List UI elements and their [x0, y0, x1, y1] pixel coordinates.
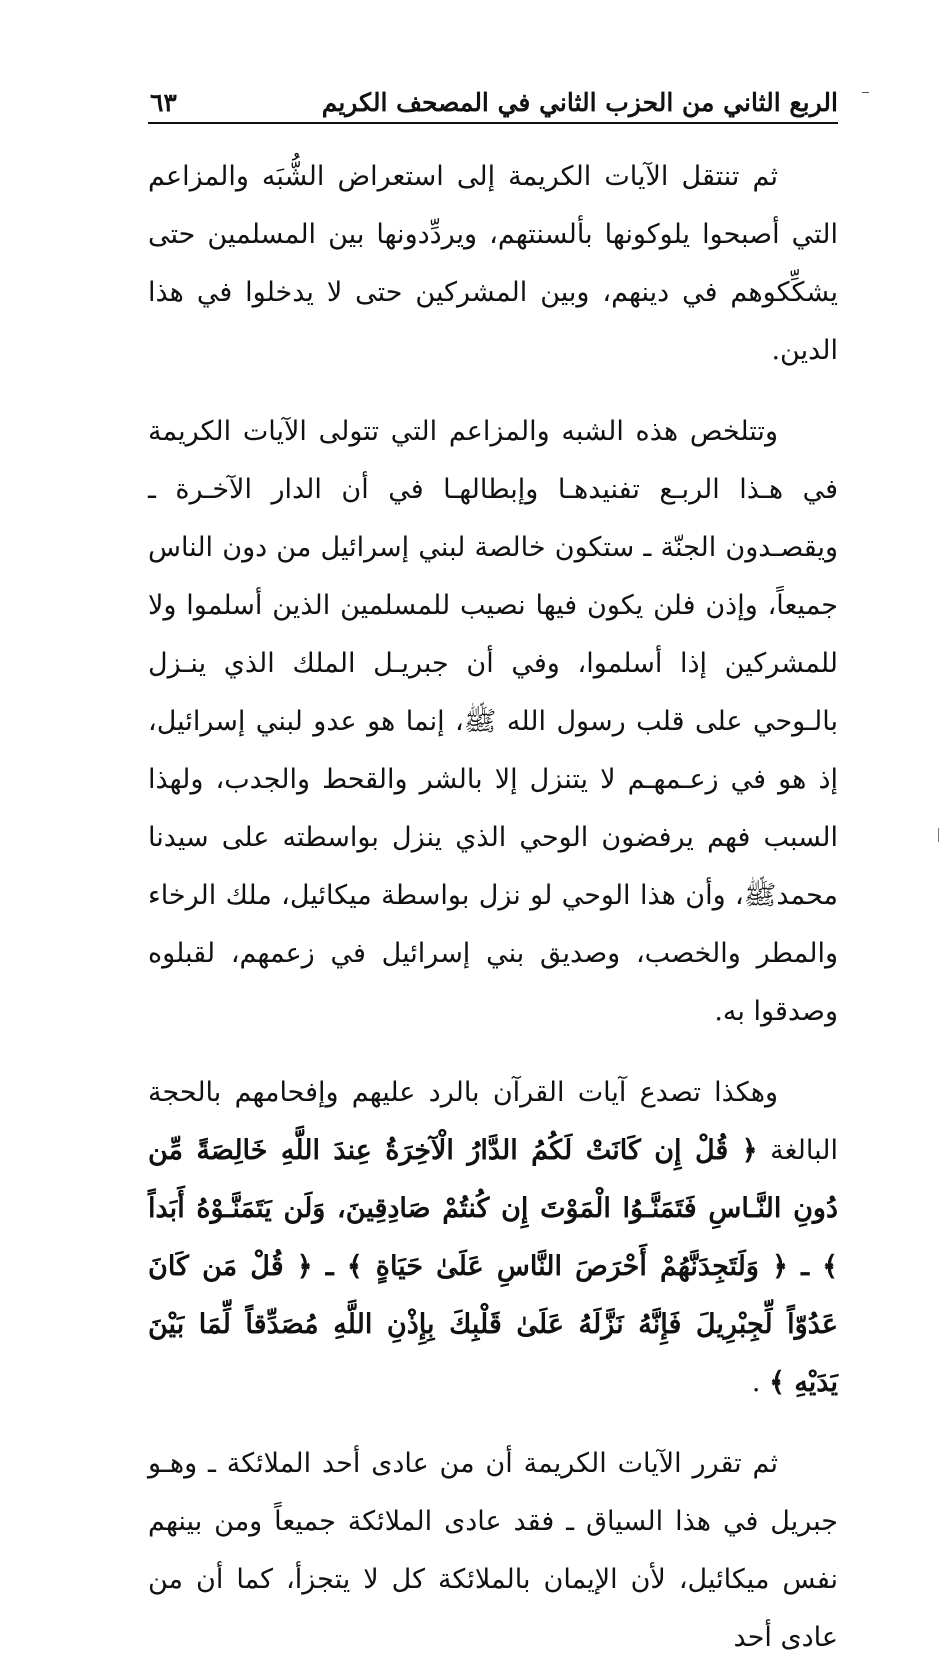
paragraph-lead: وهكذا تصدع آيات القرآن بالرد عليهم وإفحامهم بالحجة البالغة — [148, 1077, 838, 1166]
scan-mark — [938, 828, 939, 842]
paragraph-tail: . — [751, 1367, 761, 1398]
body-text — [148, 148, 838, 1667]
header-rule — [148, 122, 838, 124]
header-title: الربع الثاني من الحزب الثاني في المصحف الكريم — [321, 88, 838, 117]
paragraph — [148, 403, 838, 1041]
paragraph-text: ثم تنتقل الآيات الكريمة إلى استعراض الشُّبَه والمزاعم التي أصبحوا يلوكونها بألسنتهم، ويردِّدونها بين المسلمين حتى يشكِّكوهم في دينهم، وبين المشركين حتى لا يدخلوا في هذا الدين. — [148, 161, 838, 366]
paragraph — [148, 1064, 838, 1412]
running-header — [148, 84, 838, 126]
page-number: ٦٣ — [150, 88, 177, 117]
paragraph-text: ثم تقرر الآيات الكريمة أن من عادى أحد الملائكة ـ وهـو جبريل في هذا السياق ـ فقد عادى الملائكة جميعاً ومن بينهم نفس ميكائيل، لأن الإيمان بالملائكة كل لا يتجزأ، كما أن من عادى أحد — [148, 1448, 838, 1653]
quran-quote: ﴿ قُلْ إِن كَانَتْ لَكُمُ الدَّارُ الْآخِرَةُ عِندَ اللَّهِ خَالِصَةً مِّن دُونِ النَّـاسِ فَتَمَنَّـوُا الْمَوْتَ إِن كُنتُمْ صَادِقِينَ، وَلَن يَتَمَنَّـوْهُ أَبَداً ﴾ ـ ﴿ وَلَتَجِدَنَّهُمْ أَحْرَصَ النَّاسِ عَلَىٰ حَيَاةٍ ﴾ ـ ﴿ قُلْ مَن كَانَ عَدُوّاً لِّجِبْرِيلَ فَإِنَّهُ نَزَّلَهُ عَلَىٰ قَلْبِكَ بِإِذْنِ اللَّهِ مُصَدِّقاً لِّمَا بَيْنَ يَدَيْهِ ﴾ — [148, 1135, 838, 1398]
scan-mark — [862, 92, 869, 93]
paragraph — [148, 148, 838, 380]
paragraph-text: وتتلخص هذه الشبه والمزاعم التي تتولى الآيات الكريمة في هـذا الربـع تفنيدهـا وإبطالهـا في أن الدار الآخـرة ـ ويقصـدون الجنّة ـ ستكون خالصة لبني إسرائيل من دون الناس جميعاً، وإذن فلن يكون فيها نصيب للمسلمين الذين أسلموا ولا للمشركين إذا أسلموا، وفي أن جبريـل الملك الذي ينـزل بالـوحي على قلب رسول الله ﷺ، إنما هو عدو لبني إسرائيل، إذ هو في زعـمهـم لا يتنزل إلا بالشر والقحط والجدب، ولهذا السبب فهم يرفضون الوحي الذي ينزل بواسطته على سيدنا محمدﷺ، وأن هذا الوحي لو نزل بواسطة ميكائيل، ملك الرخاء والمطر والخصب، وصديق بني إسرائيل في زعمهم، لقبلوه وصدقوا به. — [148, 416, 838, 1027]
paragraph — [148, 1435, 838, 1667]
